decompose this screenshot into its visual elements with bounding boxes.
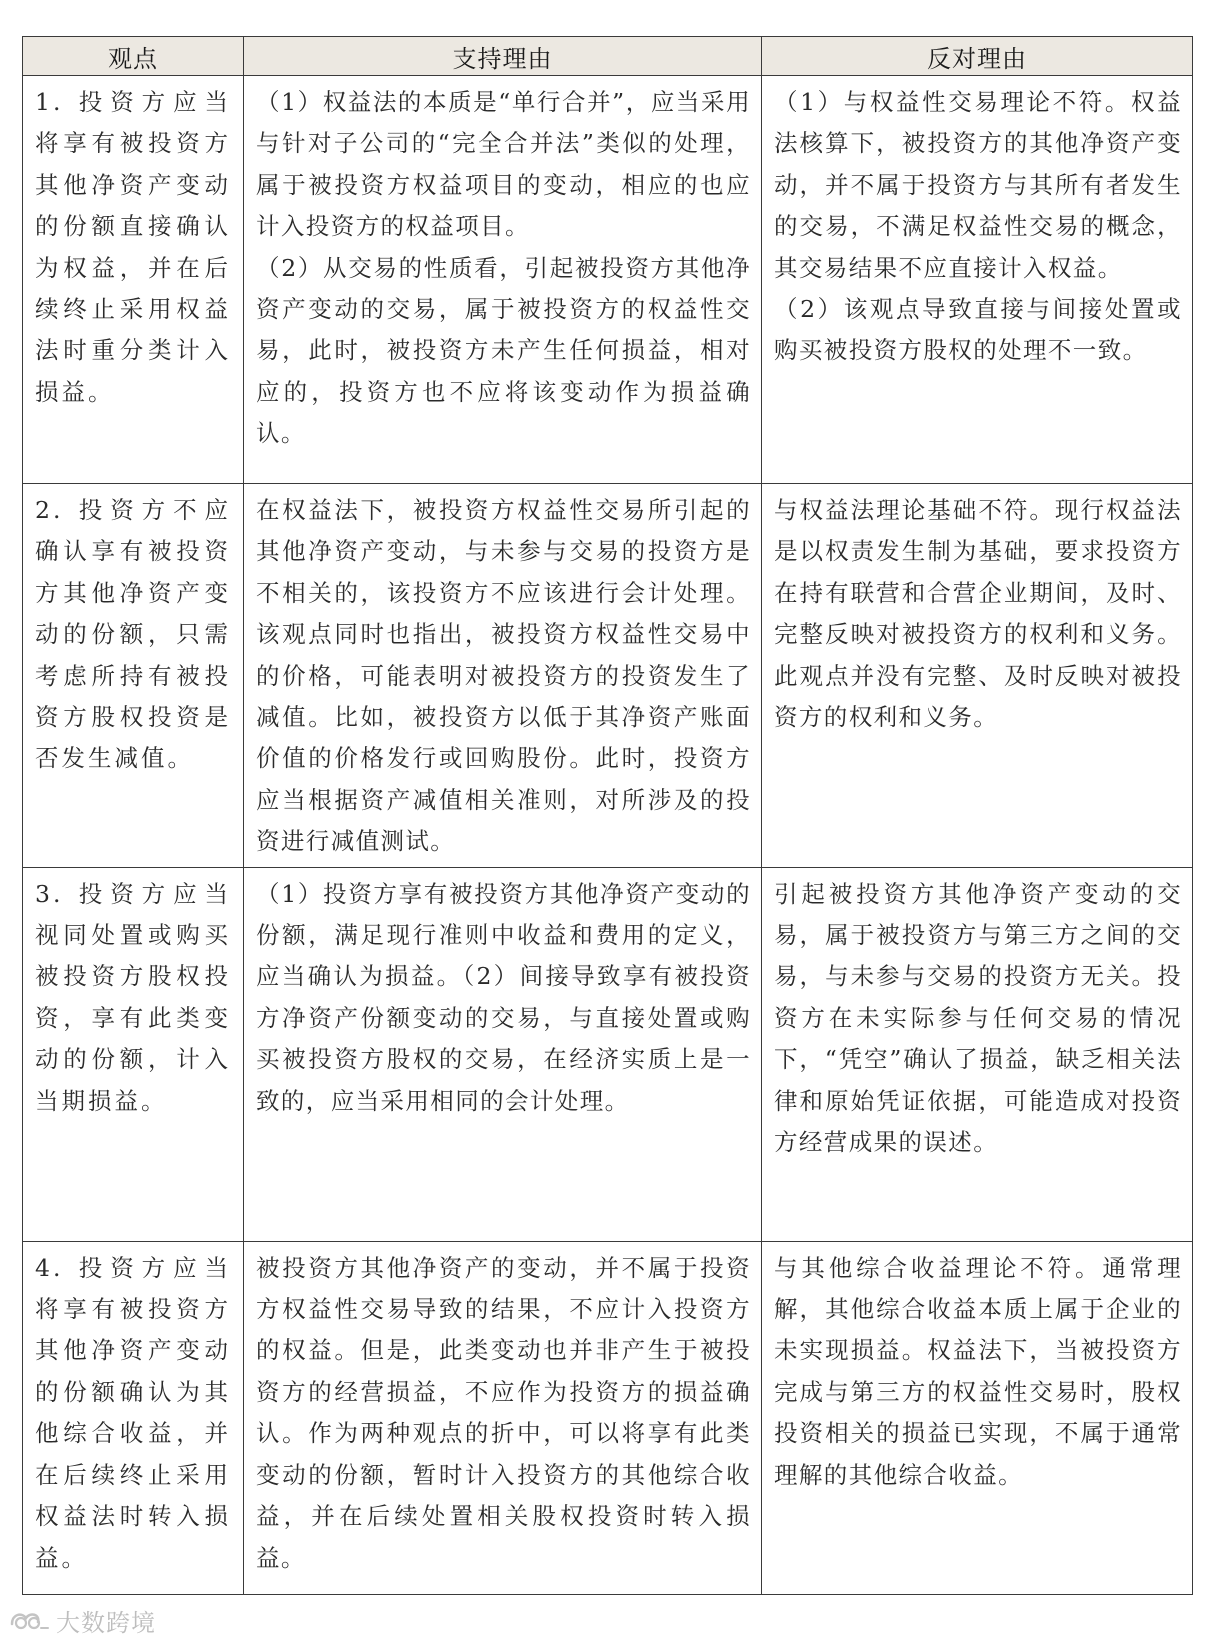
oppose-cell <box>762 1241 1193 1594</box>
oppose-cell <box>762 867 1193 1241</box>
header-view: 观点 <box>23 37 244 76</box>
table-row <box>23 484 1193 868</box>
support-paragraph: （2）从交易的性质看，引起被投资方其他净资产变动的交易，属于被投资方的权益性交易，此时，被投资方未产生任何损益，相对应的，投资方也不应将该变动作为损益确认。 <box>256 253 751 448</box>
support-cell <box>244 867 762 1241</box>
oppose-cell <box>762 76 1193 484</box>
header-oppose: 反对理由 <box>762 37 1193 76</box>
table-header-row <box>23 37 1193 76</box>
table-row <box>23 867 1193 1241</box>
support-paragraph: （1）权益法的本质是“单行合并”，应当采用与针对子公司的“完全合并法”类似的处理，属于被投资方权益项目的变动，相应的也应计入投资方的权益项目。 <box>256 88 751 241</box>
oppose-paragraph: 与其他综合收益理论不符。通常理解，其他综合收益本质上属于企业的未实现损益。权益法下，当被投资方完成与第三方的权益性交易时，股权投资相关的损益已实现，不属于通常理解的其他综合收益。 <box>774 1253 1182 1489</box>
comparison-table-container <box>22 36 1192 1595</box>
view-cell: 1. 投资方应当将享有被投资方其他净资产变动的份额直接确认为权益，并在后续终止采用权益法时重分类计入损益。 <box>23 76 244 484</box>
view-cell: 4. 投资方应当将享有被投资方其他净资产变动的份额确认为其他综合收益，并在后续终止采用权益法时转入损益。 <box>23 1241 244 1594</box>
table-row <box>23 76 1193 484</box>
oppose-paragraph: 引起被投资方其他净资产变动的交易，属于被投资方与第三方之间的交易，与未参与交易的投资方无关。投资方在未实际参与任何交易的情况下，“凭空”确认了损益，缺乏相关法律和原始凭证依据，可能造成对投资方经营成果的误述。 <box>774 879 1182 1157</box>
table-row <box>23 1241 1193 1594</box>
oppose-paragraph: （2）该观点导致直接与间接处置或购买被投资方股权的处理不一致。 <box>774 295 1182 365</box>
watermark <box>8 1604 156 1636</box>
oppose-cell <box>762 484 1193 868</box>
support-paragraph: 在权益法下，被投资方权益性交易所引起的其他净资产变动，与未参与交易的投资方是不相关的，该投资方不应该进行会计处理。该观点同时也指出，被投资方权益性交易中的价格，可能表明对被投资方的投资发生了减值。比如，被投资方以低于其净资产账面价值的价格发行或回购股份。此时，投资方应当根据资产减值相关准则，对所涉及的投资进行减值测试。 <box>256 496 751 856</box>
support-cell <box>244 76 762 484</box>
view-cell: 3. 投资方应当视同处置或购买被投资方股权投资，享有此类变动的份额，计入当期损益。 <box>23 867 244 1241</box>
support-cell <box>244 484 762 868</box>
watermark-logo-icon <box>8 1606 50 1634</box>
oppose-paragraph: （1）与权益性交易理论不符。权益法核算下，被投资方的其他净资产变动，并不属于投资方与其所有者发生的交易，不满足权益性交易的概念，其交易结果不应直接计入权益。 <box>774 88 1182 282</box>
comparison-table <box>22 36 1193 1595</box>
header-support: 支持理由 <box>244 37 762 76</box>
support-paragraph: 被投资方其他净资产的变动，并不属于投资方权益性交易导致的结果，不应计入投资方的权益。但是，此类变动也并非产生于被投资方的经营损益，不应作为投资方的损益确认。作为两种观点的折中，可以将享有此类变动的份额，暂时计入投资方的其他综合收益，并在后续处置相关股权投资时转入损益。 <box>256 1253 751 1572</box>
support-paragraph: （1）投资方享有被投资方其他净资产变动的份额，满足现行准则中收益和费用的定义，应当确认为损益。（2）间接导致享有被投资方净资产份额变动的交易，与直接处置或购买被投资方股权的交易，在经济实质上是一致的，应当采用相同的会计处理。 <box>256 879 751 1115</box>
support-cell <box>244 1241 762 1594</box>
oppose-paragraph: 与权益法理论基础不符。现行权益法是以权责发生制为基础，要求投资方在持有联营和合营企业期间，及时、完整反映对被投资方的权利和义务。此观点并没有完整、及时反映对被投资方的权利和义务。 <box>774 496 1182 732</box>
view-cell: 2. 投资方不应确认享有被投资方其他净资产变动的份额，只需考虑所持有被投资方股权投资是否发生减值。 <box>23 484 244 868</box>
watermark-text: 大数跨境 <box>56 1608 156 1637</box>
